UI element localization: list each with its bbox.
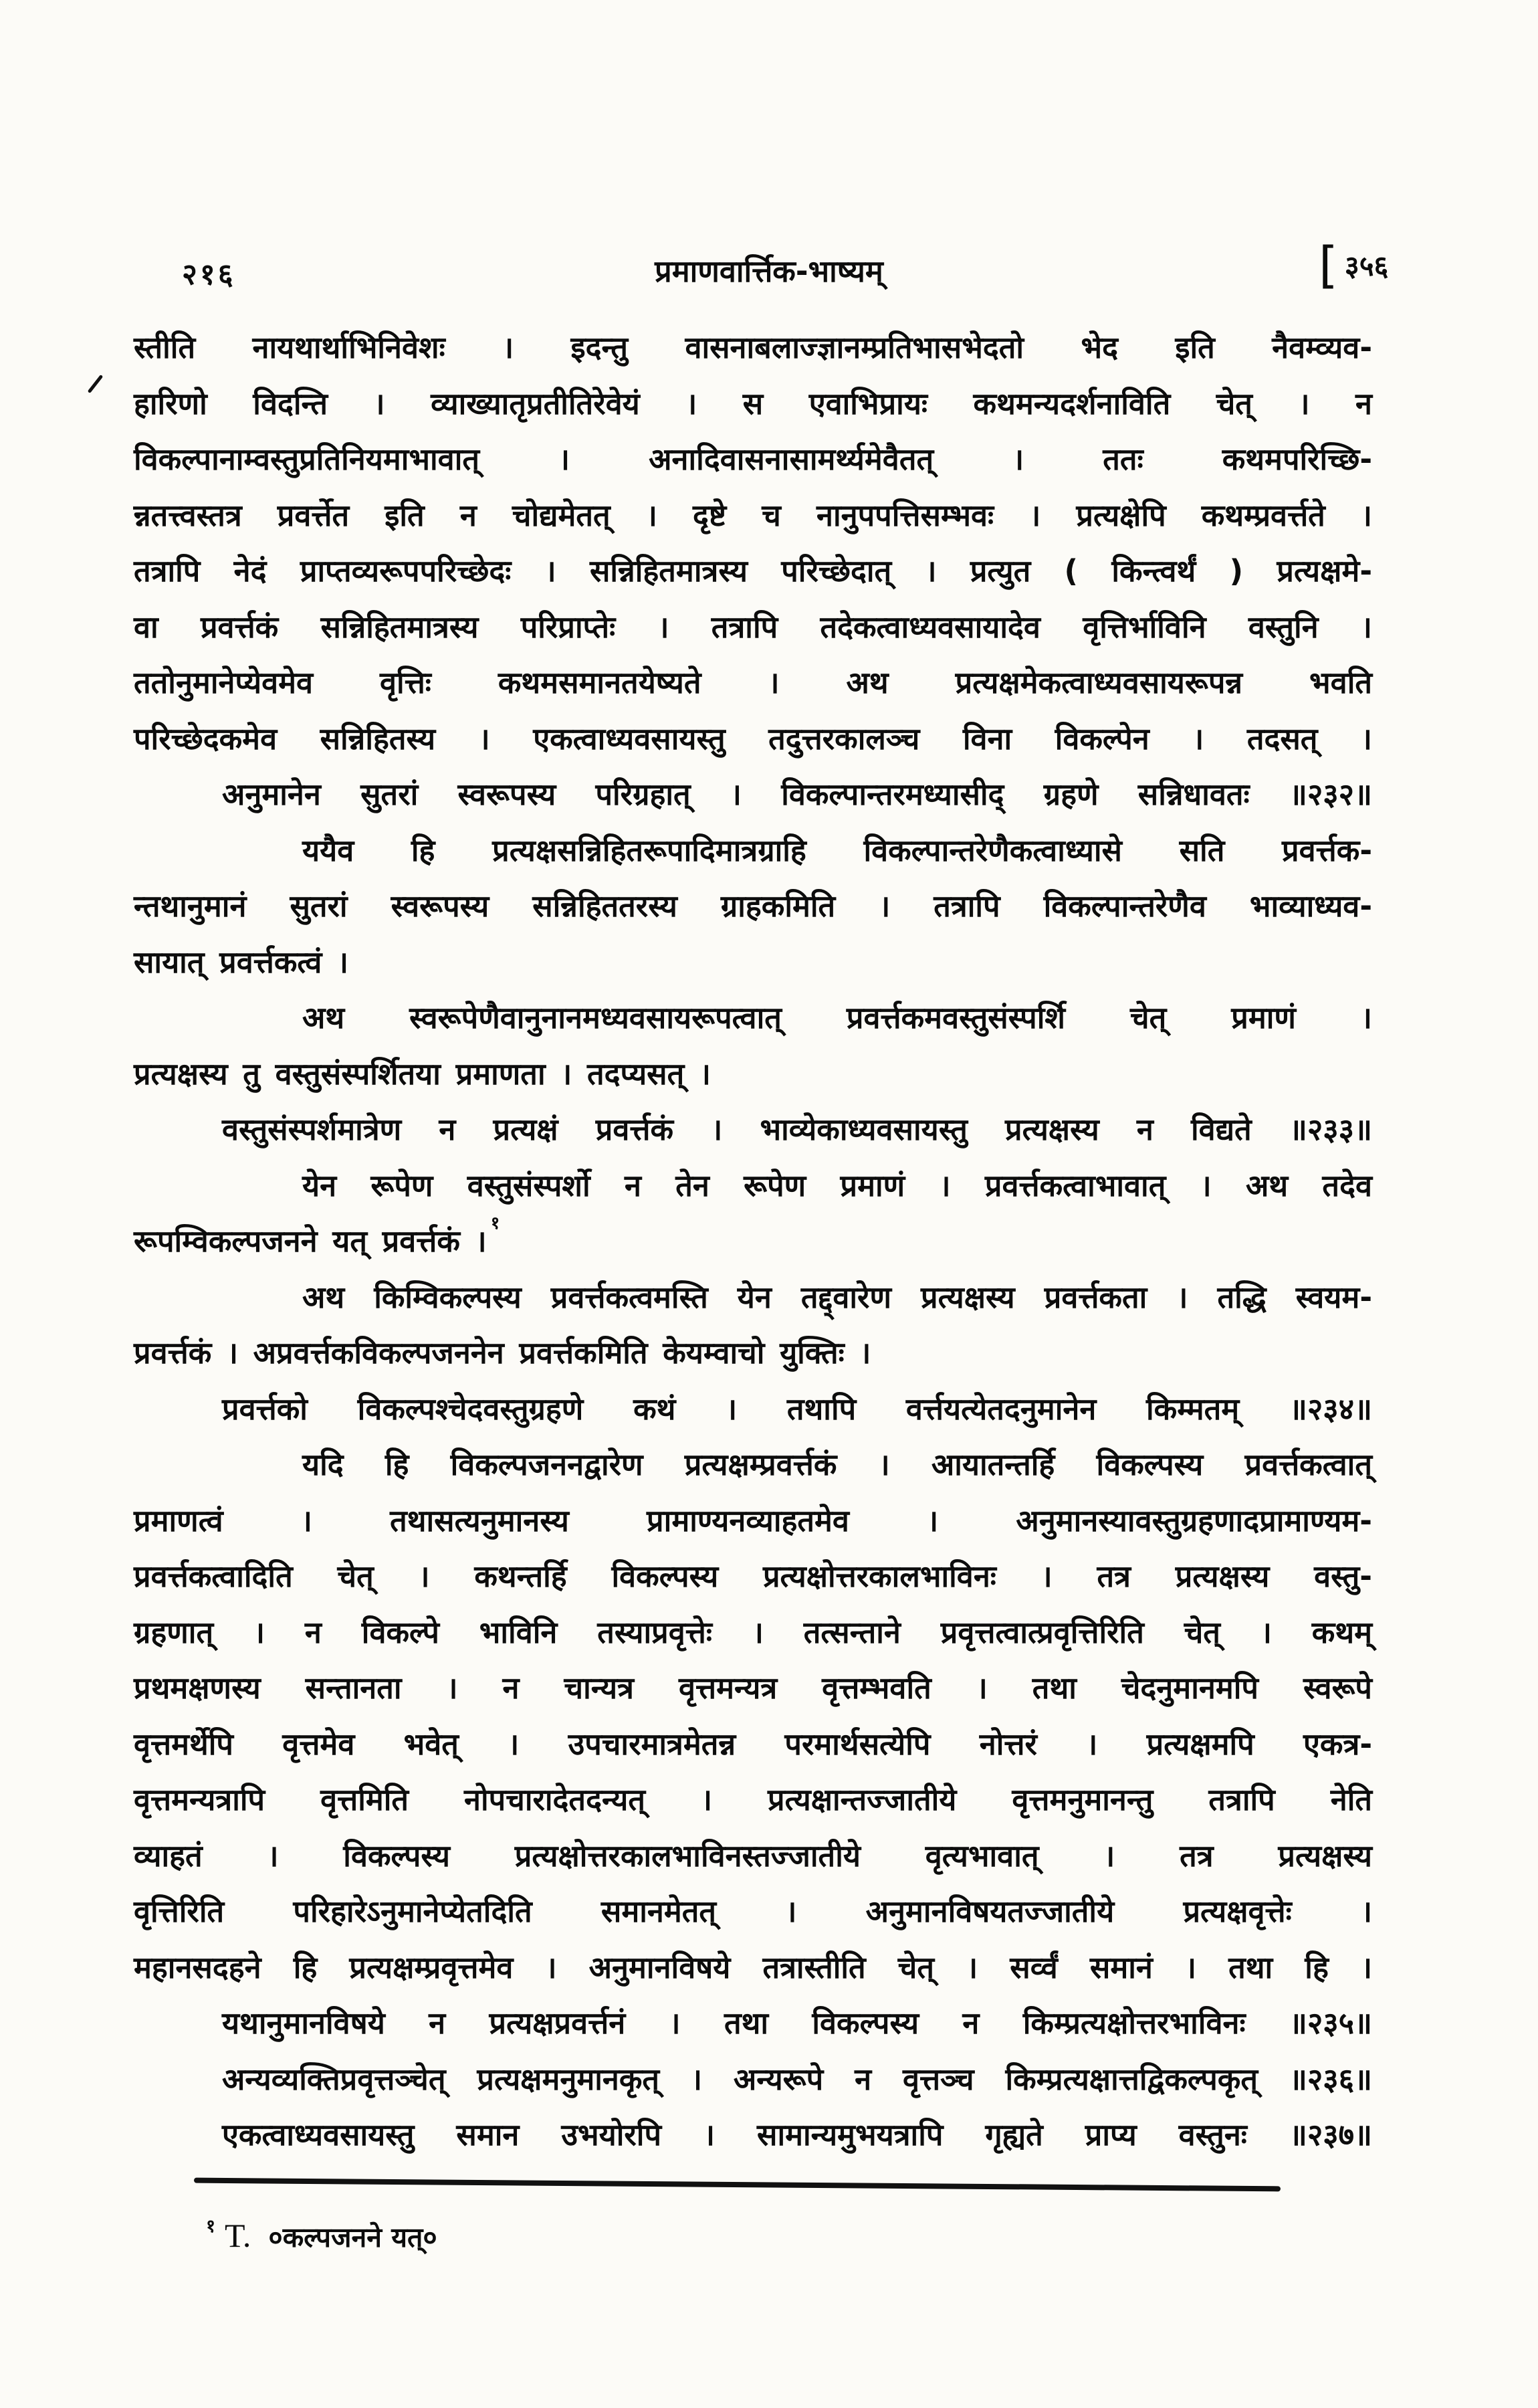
verse-line: अनुमानेन सुतरां स्वरूपस्य परिग्रहात् । विकल्पान्तरमध्यासीद् ग्रहणे सन्निधावतः ॥२३२॥	[222, 777, 1372, 812]
footnote-number: १	[206, 2216, 216, 2237]
text-line: अथ किम्विकल्पस्य प्रवर्त्तकत्वमस्ति येन तद्द्वारेण प्रत्यक्षस्य प्रवर्त्तकता । तद्धि स्वयम-	[302, 1279, 1372, 1315]
text-line: प्रवर्त्तकं । अप्रवर्त्तकविकल्पजननेन प्रवर्त्तकमिति केयम्वाचो युक्तिः ।	[134, 1335, 871, 1371]
text-line: व्याहतं । विकल्पस्य प्रत्यक्षोत्तरकालभाविनस्तज्जातीये वृत्यभावात् । तत्र प्रत्यक्षस्य	[134, 1837, 1372, 1874]
text-line-with-footnote-ref	[134, 1213, 1372, 1270]
text-line: प्रमाणत्वं । तथासत्यनुमानस्य प्रामाण्यनव्याहतमेव । अनुमानस्यावस्तुग्रहणादप्रामाण्यम-	[134, 1502, 1372, 1538]
text-line: प्रथमक्षणस्य सन्तानता । न चान्यत्र वृत्तमन्यत्र वृत्तम्भवति । तथा चेदनुमानमपि स्वरूपे	[134, 1670, 1372, 1706]
text-line: वृत्तिरिति परिहारेऽनुमानेप्येतदिति समानमेतत् । अनुमानविषयतज्जातीये प्रत्यक्षवृत्तेः ।	[134, 1894, 1372, 1929]
text-line: वा प्रवर्त्तकं सन्निहितमात्रस्य परिप्राप्तेः । तत्रापि तदेकत्वाध्यवसायादेव वृत्तिर्भाविनि वस्तुनि ।	[134, 609, 1372, 645]
text-line: हारिणो विदन्ति । व्याख्यातृप्रतीतिरेवेयं । स एवाभिप्रायः कथमन्यदर्शनाविति चेत् । न	[134, 385, 1372, 421]
text-line: तत्रापि नेदं प्राप्तव्यरूपपरिच्छेदः । सन्निहितमात्रस्य परिच्छेदात् । प्रत्युत ( किन्त्वर्थं ) प्रत्यक्षमे-	[134, 553, 1372, 589]
text-line: स्तीति नायथार्थाभिनिवेशः । इदन्तु वासनाबलाज्ज्ञानम्प्रतिभासभेदतो भेद इति नैवम्व्यव-	[134, 330, 1372, 365]
footnote-separator-rule	[194, 2178, 1281, 2192]
text-line-text: रूपम्विकल्पजनने यत् प्रवर्त्तकं ।	[134, 1223, 487, 1259]
verse-line: वस्तुसंस्पर्शमात्रेण न प्रत्यक्षं प्रवर्त्तकं । भाव्येकाध्यवसायस्तु प्रत्यक्षस्य न विद्यते ॥२३३॥	[222, 1112, 1372, 1147]
verse-line: प्रवर्त्तको विकल्पश्चेदवस्तुग्रहणे कथं । तथापि वर्त्तयत्येतदनुमानेन किम्मतम् ॥२३४॥	[222, 1391, 1372, 1427]
text-line: यदि हि विकल्पजननद्वारेण प्रत्यक्षम्प्रवर्त्तकं । आयातन्तर्हि विकल्पस्य प्रवर्त्तकत्वात्	[302, 1447, 1372, 1482]
running-title: प्रमाणवार्त्तिक-भाष्यम्	[655, 254, 883, 289]
text-line: वृत्तमर्थेपि वृत्तमेव भवेत् । उपचारमात्रमेतन्न परमार्थसत्येपि नोत्तरं । प्रत्यक्षमपि एकत्र-	[134, 1726, 1372, 1762]
page-ref-number: ३५६	[1344, 249, 1389, 282]
text-line: न्नतत्त्वस्तत्र प्रवर्त्तेत इति न चोद्यमेतत् । दृष्टे च नानुपपत्तिसम्भवः । प्रत्यक्षेपि कथम्प्रवर्त्तते ।	[134, 497, 1372, 533]
text-line: सायात् प्रवर्त्तकत्वं ।	[134, 944, 349, 980]
text-line: ग्रहणात् । न विकल्पे भाविनि तस्याप्रवृत्तेः । तत्सन्ताने प्रवृत्तत्वात्प्रवृत्तिरिति चेत् । कथम्	[134, 1614, 1372, 1650]
text-line: येन रूपेण वस्तुसंस्पर्शो न तेन रूपेण प्रमाणं । प्रवर्त्तकत्वाभावात् । अथ तदेव	[302, 1167, 1372, 1203]
text-line: परिच्छेदकमेव सन्निहितस्य । एकत्वाध्यवसायस्तु तदुत्तरकालञ्च विना विकल्पेन । तदसत् ।	[134, 720, 1372, 757]
footnote-ref-marker: १	[490, 1213, 500, 1233]
text-line: ययैव हि प्रत्यक्षसन्निहितरूपादिमात्रग्राहि विकल्पान्तरेणैकत्वाध्यासे सति प्रवर्त्तक-	[302, 832, 1372, 868]
margin-stray-mark	[88, 375, 104, 393]
verse-line: एकत्वाध्यवसायस्तु समान उभयोरपि । सामान्यमुभयत्रापि गृह्यते प्राप्य वस्तुनः ॥२३७॥	[222, 2117, 1372, 2152]
footnote-text: ०कल्पजनने यत्०	[268, 2221, 437, 2253]
footnote-siglum: T.	[225, 2217, 251, 2254]
page-number-right	[1319, 237, 1389, 294]
text-line: महानसदहने हि प्रत्यक्षम्प्रवृत्तमेव । अनुमानविषये तत्रास्तीति चेत् । सर्व्वं समानं । तथा हि ।	[134, 1949, 1372, 1985]
text-line: प्रत्यक्षस्य तु वस्तुसंस्पर्शितया प्रमाणता । तदप्यसत् ।	[134, 1056, 711, 1092]
main-text-block	[134, 320, 1372, 2163]
text-line: वृत्तमन्यत्रापि वृत्तमिति नोपचारादेतदन्यत् । प्रत्यक्षान्तज्जातीये वृत्तमनुमानन्तु तत्रापि नेति	[134, 1782, 1372, 1817]
verse-line: यथानुमानविषये न प्रत्यक्षप्रवर्त्तनं । तथा विकल्पस्य न किम्प्रत्यक्षोत्तरभाविनः ॥२३५॥	[222, 2005, 1372, 2041]
verse-line: अन्यव्यक्तिप्रवृत्तञ्चेत् प्रत्यक्षमनुमानकृत् । अन्यरूपे न वृत्तञ्च किम्प्रत्यक्षात्तद्विकल्पकृत् ॥२३६॥	[222, 2061, 1372, 2097]
text-line: न्तथानुमानं सुतरां स्वरूपस्य सन्निहिततरस्य ग्राहकमिति । तत्रापि विकल्पान्तरेणैव भाव्याध्यव-	[134, 888, 1372, 924]
page-number-left: २१६	[182, 258, 236, 292]
text-line: प्रवर्त्तकत्वादिति चेत् । कथन्तर्हि विकल्पस्य प्रत्यक्षोत्तरकालभाविनः । तत्र प्रत्यक्षस्य वस्तु-	[134, 1559, 1372, 1594]
text-line: विकल्पानाम्वस्तुप्रतिनियमाभावात् । अनादिवासनासामर्थ्यमेवैतत् । ततः कथमपरिच्छि-	[134, 441, 1372, 477]
footnote	[206, 2213, 437, 2255]
text-line: अथ स्वरूपेणैवानुनानमध्यवसायरूपत्वात् प्रवर्त्तकमवस्तुसंस्पर्शि चेत् प्रमाणं ।	[302, 1000, 1372, 1035]
text-line: ततोनुमानेप्येवमेव वृत्तिः कथमसमानतयेष्यते । अथ प्रत्यक्षमेकत्वाध्यवसायरूपन्न भवति	[134, 665, 1372, 700]
bracket-glyph: [	[1319, 237, 1338, 294]
